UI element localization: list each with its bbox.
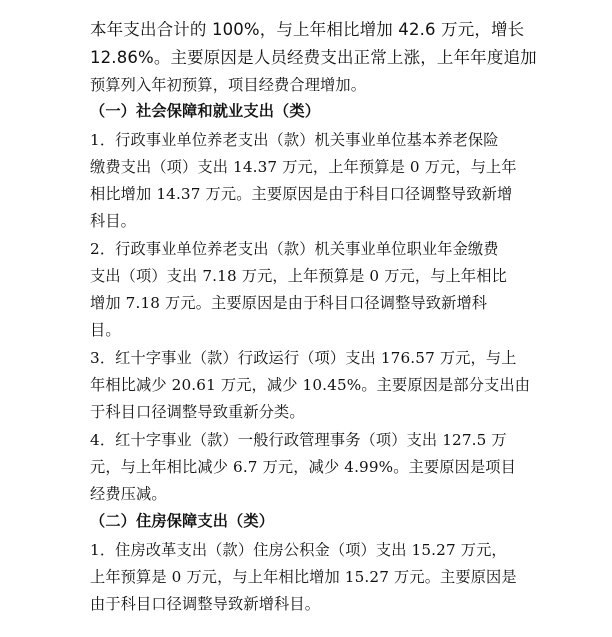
text-line: 相比增加 14.37 万元。主要原因是由于科目口径调整导致新增: [90, 185, 513, 203]
text-line: 4．红十字事业（款）一般行政管理事务（项）支出 127.5 万: [90, 431, 507, 449]
text-line: 增加 7.18 万元。主要原因是由于科目口径调整导致新增科: [90, 294, 488, 312]
text-line: 12.86%。主要原因是人员经费支出正常上涨，上年年度追加: [90, 48, 537, 67]
text-line: 年相比减少 20.61 万元，减少 10.45%。主要原因是部分支出由: [90, 376, 531, 394]
text-line: 2．行政事业单位养老支出（款）机关事业单位职业年金缴费: [90, 240, 499, 258]
text-line: 目。: [90, 321, 121, 339]
text-line: 缴费支出（项）支出 14.37 万元，上年预算是 0 万元，与上年: [90, 158, 517, 176]
text-line: 预算列入年初预算，项目经费合理增加。: [90, 76, 367, 94]
text-line: 于科目口径调整导致重新分类。: [90, 403, 305, 421]
text-line: 元，与上年相比减少 6.7 万元，减少 4.99%。主要原因是项目: [90, 458, 516, 476]
text-line: 1．住房改革支出（款）住房公积金（项）支出 15.27 万元，: [90, 541, 507, 559]
text-line: 经费压减。: [90, 485, 167, 503]
text-line: 3．红十字事业（款）行政运行（项）支出 176.57 万元，与上: [90, 349, 517, 367]
text-line: 本年支出合计的 100%，与上年相比增加 42.6 万元，增长: [90, 20, 525, 39]
text-line: 由于科目口径调整导致新增科目。: [90, 595, 321, 613]
section-heading: （二）住房保障支出（类）: [90, 512, 275, 530]
text-line: 上年预算是 0 万元，与上年相比增加 15.27 万元。主要原因是: [90, 568, 517, 586]
text-line: 1．行政事业单位养老支出（款）机关事业单位基本养老保险: [90, 131, 499, 149]
text-line: 科目。: [90, 212, 137, 230]
section-heading: （一）社会保障和就业支出（类）: [90, 102, 321, 120]
text-line: 支出（项）支出 7.18 万元，上年预算是 0 万元，与上年相比: [90, 267, 507, 285]
